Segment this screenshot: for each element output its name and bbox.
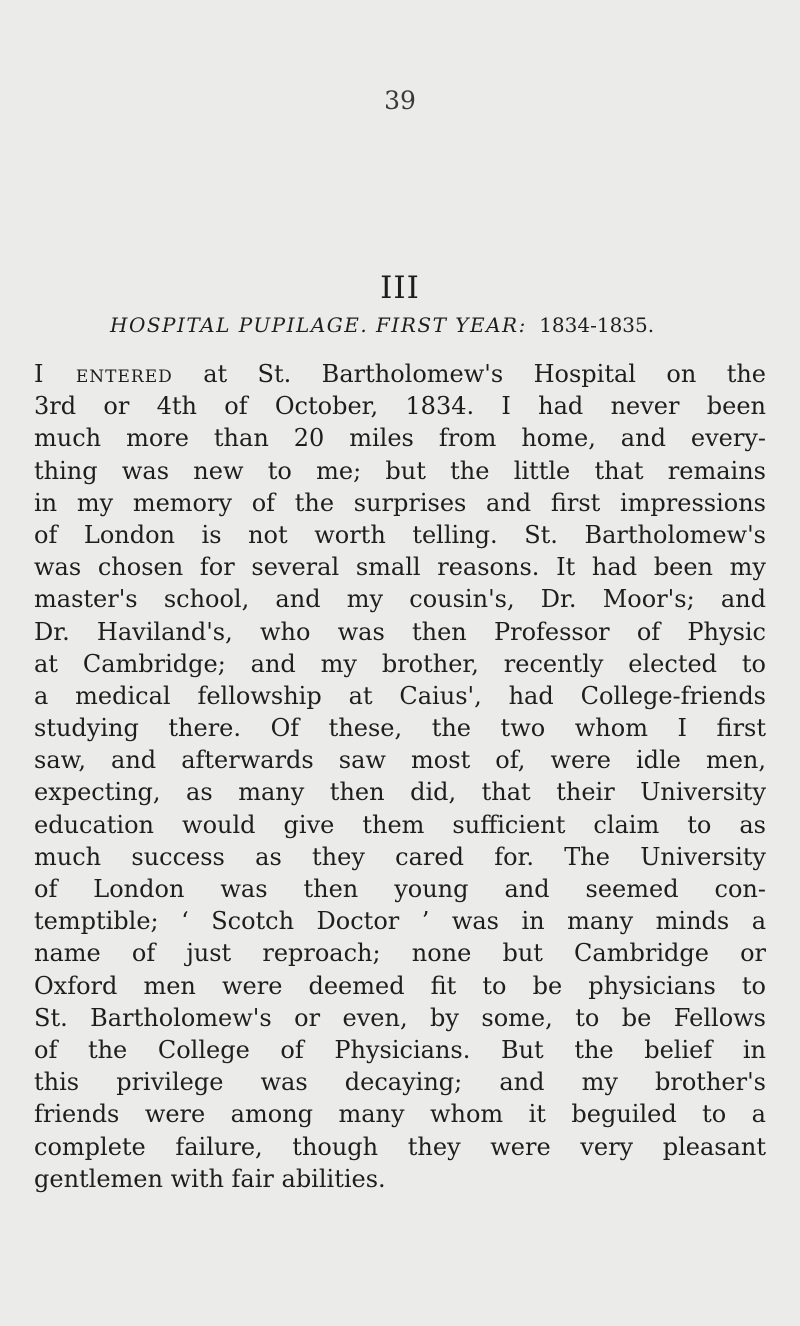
text-line: name of just reproach; none but Cambridge or	[34, 939, 766, 968]
text-line: temptible; ‘ Scotch Doctor ’ was in many minds a	[34, 907, 766, 936]
text-line: was chosen for several small reasons. It had been my	[34, 553, 766, 582]
text-line: gentlemen with fair abilities.	[34, 1164, 386, 1193]
text-line: Oxford men were deemed fit to be physicians to	[34, 971, 766, 1000]
text-line-content: at St. Bartholomew's Hospital on the	[203, 360, 766, 388]
text-line: St. Bartholomew's or even, by some, to be Fellows	[34, 1003, 766, 1032]
text-line: in my memory of the surprises and first impressions	[34, 488, 766, 517]
lead-word: I entered	[34, 360, 173, 388]
text-line: complete failure, though they were very pleasant	[34, 1132, 766, 1161]
page-number: 39	[384, 86, 416, 115]
chapter-number: III	[380, 270, 420, 306]
chapter-title	[110, 313, 710, 337]
text-line: Dr. Haviland's, who was then Professor of Physic	[34, 617, 766, 646]
text-line: this privilege was decaying; and my brother's	[34, 1068, 766, 1097]
body-text	[34, 358, 766, 1195]
text-line: studying there. Of these, the two whom I first	[34, 714, 766, 743]
text-line: much success as they cared for. The University	[34, 842, 766, 871]
text-line: friends were among many whom it beguiled to a	[34, 1100, 766, 1129]
text-line: education would give them sufficient claim to as	[34, 810, 766, 839]
text-line: thing was new to me; but the little that remains	[34, 456, 766, 485]
text-line: at Cambridge; and my brother, recently elected to	[34, 649, 766, 678]
text-line: much more than 20 miles from home, and every-	[34, 424, 766, 453]
text-line: of the College of Physicians. But the belief in	[34, 1035, 766, 1064]
text-line: master's school, and my cousin's, Dr. Moor's; and	[34, 585, 766, 614]
chapter-years: 1834-1835.	[539, 313, 655, 337]
text-line	[34, 358, 766, 390]
text-line: expecting, as many then did, that their University	[34, 778, 766, 807]
text-line: of London is not worth telling. St. Bartholomew's	[34, 520, 766, 549]
text-line: saw, and afterwards saw most of, were idle men,	[34, 746, 766, 775]
text-line: of London was then young and seemed con-	[34, 875, 766, 903]
text-line: 3rd or 4th of October, 1834. I had never been	[34, 392, 766, 421]
text-line: a medical fellowship at Caius', had College-friends	[34, 681, 766, 710]
chapter-title-text: HOSPITAL PUPILAGE. FIRST YEAR:	[110, 313, 527, 337]
